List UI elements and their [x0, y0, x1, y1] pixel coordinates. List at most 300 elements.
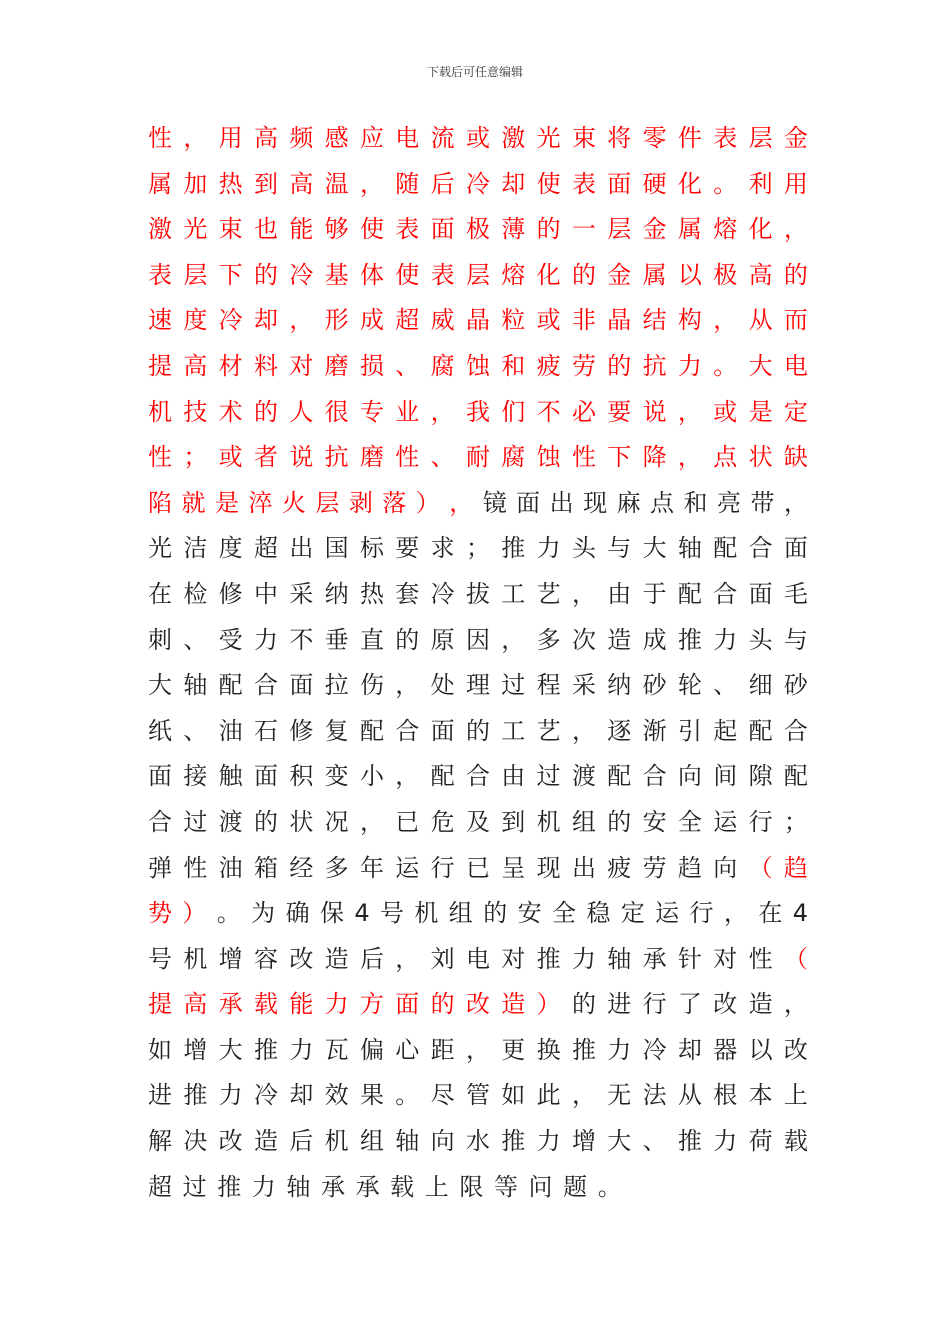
text-char: ，	[571, 1081, 596, 1110]
text-line	[148, 526, 808, 572]
text-char: 对	[289, 351, 314, 380]
text-char: 蚀	[465, 351, 490, 380]
text-line	[148, 1028, 808, 1074]
text-char: 麻	[616, 488, 641, 517]
text-char: 、	[430, 443, 455, 472]
text-char: （	[783, 944, 808, 973]
text-char: 无	[607, 1081, 632, 1110]
text-char: 到	[501, 807, 526, 836]
text-char: 度	[183, 306, 208, 335]
text-char: 金	[607, 260, 632, 289]
text-char: 合	[713, 579, 738, 608]
text-line	[148, 435, 808, 481]
text-char: 由	[607, 579, 632, 608]
text-char: 管	[465, 1081, 490, 1110]
text-char: 限	[459, 1172, 484, 1201]
text-char: 结	[642, 306, 667, 335]
text-char: ，	[465, 1035, 490, 1064]
text-char: 的	[253, 260, 278, 289]
text-line	[148, 207, 808, 253]
text-char: 高	[183, 351, 208, 380]
text-char: 机	[324, 1127, 349, 1156]
text-char: 层	[748, 124, 773, 152]
text-char: 术	[218, 397, 243, 426]
text-line	[148, 572, 808, 618]
text-char: 大	[748, 351, 773, 380]
text-char: 换	[536, 1035, 561, 1064]
text-char: 。	[216, 899, 241, 928]
text-char: 蚀	[536, 443, 561, 472]
text-char: 面	[783, 534, 808, 563]
text-char: 的	[483, 899, 508, 928]
text-line	[148, 1119, 808, 1165]
text-char: 。	[597, 1172, 622, 1201]
text-char: 下	[218, 260, 243, 289]
text-char: 磨	[359, 443, 384, 472]
text-char: 采	[289, 579, 314, 608]
text-char: 、	[183, 716, 208, 745]
text-char: 高	[748, 260, 773, 289]
text-char: ，	[289, 306, 314, 335]
text-char: 经	[289, 853, 314, 882]
text-char: 的	[465, 716, 490, 745]
text-char: 偏	[359, 1035, 384, 1064]
text-char: 出	[289, 534, 314, 563]
text-char: 用	[218, 124, 243, 152]
text-char: 容	[253, 944, 278, 973]
text-char: 、	[713, 671, 738, 700]
text-char: 缺	[783, 443, 808, 472]
text-char: 。	[395, 1081, 420, 1110]
text-char: 淬	[248, 488, 273, 517]
text-line	[148, 481, 808, 527]
text-char: 。	[713, 351, 738, 380]
text-char: 冷	[289, 260, 314, 289]
text-char: 头	[748, 625, 773, 654]
text-char: 轮	[677, 671, 702, 700]
text-char: 随	[395, 169, 420, 198]
text-char: 石	[253, 716, 278, 745]
text-char: 改	[713, 990, 738, 1019]
text-char: 化	[536, 260, 561, 289]
text-char: ，	[359, 807, 384, 836]
text-char: 改	[783, 1035, 808, 1064]
text-char: 造	[253, 1127, 278, 1156]
text-char: 决	[183, 1127, 208, 1156]
text-char: 也	[253, 215, 278, 244]
text-char: 直	[359, 625, 384, 654]
text-char: 轴	[677, 534, 702, 563]
text-char: 等	[493, 1172, 518, 1201]
text-char: 变	[324, 762, 349, 791]
text-char: 表	[713, 124, 738, 152]
text-char: 频	[289, 124, 314, 152]
text-char: 要	[395, 534, 420, 563]
text-char: 小	[359, 762, 384, 791]
text-char: 推	[677, 1127, 702, 1156]
text-char: 够	[324, 215, 349, 244]
text-char: 电	[395, 124, 420, 152]
text-char: 艺	[536, 579, 561, 608]
text-char: 层	[607, 215, 632, 244]
text-char: 层	[315, 488, 340, 517]
text-char: 而	[783, 306, 808, 335]
text-line	[148, 390, 808, 436]
text-char: 下	[607, 443, 632, 472]
text-char: 已	[395, 807, 420, 836]
text-char: 面	[395, 990, 420, 1019]
text-char: 题	[563, 1172, 588, 1201]
text-char: 磨	[324, 351, 349, 380]
text-char: 的	[607, 807, 632, 836]
text-char: 要	[607, 397, 632, 426]
text-char: 说	[642, 397, 667, 426]
text-char: 修	[218, 579, 243, 608]
text-char: 过	[182, 1172, 207, 1201]
text-char: 光	[536, 124, 561, 152]
text-char: 后	[430, 169, 455, 198]
text-char: 力	[289, 1035, 314, 1064]
text-char: 修	[289, 716, 314, 745]
text-char: 伤	[359, 671, 384, 700]
text-char: 层	[465, 260, 490, 289]
text-char: 热	[218, 169, 243, 198]
text-char: 况	[324, 807, 349, 836]
text-char: 工	[501, 716, 526, 745]
text-char: 轴	[607, 944, 632, 973]
text-char: 抗	[324, 443, 349, 472]
text-char: 渡	[571, 762, 596, 791]
text-char: 因	[465, 625, 490, 654]
text-char: 与	[783, 625, 808, 654]
text-char: 劳	[571, 351, 596, 380]
text-char: 对	[713, 944, 738, 973]
text-char: 安	[642, 807, 667, 836]
text-char: 配	[359, 716, 384, 745]
text-char: 表	[430, 260, 455, 289]
text-char: 检	[183, 579, 208, 608]
text-char: 安	[517, 899, 542, 928]
text-char: 推	[183, 1081, 208, 1110]
text-char: 程	[536, 671, 561, 700]
text-char: 针	[677, 944, 702, 973]
text-char: 水	[465, 1127, 490, 1156]
text-char: 弹	[148, 853, 172, 882]
text-char: 砂	[642, 671, 667, 700]
text-char: 基	[324, 260, 349, 289]
text-char: 大	[642, 534, 667, 563]
text-char: 或	[536, 306, 561, 335]
text-line	[148, 891, 808, 937]
text-char: 合	[395, 716, 420, 745]
text-char: 用	[783, 169, 808, 198]
text-char: 面	[607, 169, 632, 198]
text-char: 或	[465, 124, 490, 152]
text-char: 配	[748, 716, 773, 745]
text-char: 载	[390, 1172, 415, 1201]
text-char: 中	[253, 579, 278, 608]
text-char: 趋	[783, 853, 808, 882]
text-char: 效	[324, 1081, 349, 1110]
text-char: 亮	[716, 488, 741, 517]
text-char: 承	[320, 1172, 345, 1201]
text-char: 过	[183, 807, 208, 836]
text-line	[148, 846, 808, 892]
text-char: 很	[324, 397, 349, 426]
text-char: 进	[607, 990, 632, 1019]
text-char: 逐	[607, 716, 632, 745]
text-char: 光	[148, 534, 172, 563]
text-char: 对	[501, 944, 526, 973]
text-char: 化	[748, 215, 773, 244]
text-line	[148, 800, 808, 846]
text-char: 层	[183, 260, 208, 289]
text-char: 。	[713, 169, 738, 198]
text-char: 向	[713, 853, 738, 882]
text-char: 油	[218, 853, 243, 882]
text-char: 、	[395, 351, 420, 380]
text-char: 超	[253, 534, 278, 563]
text-char: 陷	[148, 488, 172, 517]
text-char: 如	[148, 1035, 172, 1064]
text-char: 力	[677, 351, 702, 380]
text-char: 推	[571, 1035, 596, 1064]
text-char: 属	[642, 260, 667, 289]
text-char: 距	[430, 1035, 455, 1064]
text-char: 间	[713, 762, 738, 791]
text-char: 、	[642, 1127, 667, 1156]
text-char: 方	[359, 990, 384, 1019]
text-char: 件	[677, 124, 702, 152]
text-char: 积	[289, 762, 314, 791]
text-char: 能	[289, 990, 314, 1019]
text-char: ，	[395, 762, 420, 791]
text-char: 拉	[324, 671, 349, 700]
text-char: ，	[395, 944, 420, 973]
text-char: 行	[689, 899, 714, 928]
text-char: 的	[536, 215, 561, 244]
text-char: 将	[607, 124, 632, 152]
text-char: 稳	[586, 899, 611, 928]
text-char: 性	[148, 443, 172, 472]
text-char: ）	[536, 990, 561, 1019]
text-char: 荷	[748, 1127, 773, 1156]
text-char: 配	[218, 671, 243, 700]
text-char: 器	[713, 1035, 738, 1064]
text-char: ，	[430, 397, 455, 426]
text-char: 是	[748, 397, 773, 426]
text-char: 使	[536, 169, 561, 198]
text-char: 过	[501, 671, 526, 700]
text-char: 势	[148, 899, 172, 928]
text-char: 配	[677, 579, 702, 608]
text-char: 化	[677, 169, 702, 198]
text-char: 轴	[395, 1127, 420, 1156]
text-char: 机	[536, 807, 561, 836]
text-char: 落	[382, 488, 407, 517]
text-char: 造	[607, 625, 632, 654]
text-line	[148, 1165, 808, 1211]
text-char: 危	[430, 807, 455, 836]
text-char: 力	[571, 944, 596, 973]
text-line	[148, 663, 808, 709]
text-char: 机	[183, 944, 208, 973]
text-char: 或	[713, 397, 738, 426]
text-char: 造	[501, 990, 526, 1019]
text-char: ，	[571, 716, 596, 745]
text-char: 力	[713, 625, 738, 654]
text-char: 是	[214, 488, 239, 517]
text-char: 度	[218, 534, 243, 563]
text-char: 面	[516, 488, 541, 517]
text-line	[148, 253, 808, 299]
text-char: 由	[501, 762, 526, 791]
text-char: 应	[359, 124, 384, 152]
text-char: 的	[253, 807, 278, 836]
text-char: 力	[536, 1127, 561, 1156]
text-char: 解	[148, 1127, 172, 1156]
text-char: 轴	[183, 671, 208, 700]
text-char: 年	[359, 853, 384, 882]
text-char: 工	[501, 579, 526, 608]
text-char: 定	[620, 899, 645, 928]
text-char: 带	[750, 488, 775, 517]
text-char: 表	[148, 260, 172, 289]
text-char: 接	[183, 762, 208, 791]
text-char: 从	[677, 1081, 702, 1110]
text-char: 者	[253, 443, 278, 472]
text-char: 威	[430, 306, 455, 335]
text-char: 力	[536, 534, 561, 563]
text-char: 技	[183, 397, 208, 426]
text-char: 性	[183, 853, 208, 882]
text-char: 全	[551, 899, 576, 928]
text-char: 大	[607, 1127, 632, 1156]
text-char: ，	[183, 124, 208, 152]
text-char: 感	[324, 124, 349, 152]
text-char: 们	[501, 397, 526, 426]
text-char: 、	[183, 625, 208, 654]
text-char: ，	[501, 625, 526, 654]
text-char: 冷	[218, 306, 243, 335]
text-char: ）	[182, 899, 207, 928]
text-line	[148, 162, 808, 208]
text-char: 向	[677, 762, 702, 791]
text-char: 更	[501, 1035, 526, 1064]
text-char: 轴	[286, 1172, 311, 1201]
text-char: 箱	[253, 853, 278, 882]
text-char: 过	[536, 762, 561, 791]
text-char: 确	[285, 899, 310, 928]
text-char: 出	[549, 488, 574, 517]
text-char: 增	[218, 944, 243, 973]
text-char: 却	[677, 1035, 702, 1064]
text-char: 国	[324, 534, 349, 563]
text-char: 推	[501, 1127, 526, 1156]
text-char: 向	[430, 1127, 455, 1156]
text-line	[148, 116, 808, 162]
text-char: 起	[713, 716, 738, 745]
text-char: 提	[148, 351, 172, 380]
text-char: 使	[395, 260, 420, 289]
text-char: 火	[281, 488, 306, 517]
text-char: 法	[642, 1081, 667, 1110]
text-char: 力	[324, 990, 349, 1019]
text-char: 温	[324, 169, 349, 198]
text-char: 后	[289, 1127, 314, 1156]
text-char: 就	[181, 488, 206, 517]
text-char: 的	[253, 397, 278, 426]
text-char: 加	[183, 169, 208, 198]
text-char: 力	[251, 1172, 276, 1201]
text-char: 根	[713, 1081, 738, 1110]
text-char: 合	[465, 762, 490, 791]
text-char: 性	[395, 443, 420, 472]
text-char: 性	[571, 443, 596, 472]
text-char: 剥	[348, 488, 373, 517]
text-char: 热	[359, 579, 384, 608]
text-line	[148, 937, 808, 983]
text-char: 说	[289, 443, 314, 472]
text-char: 的	[607, 351, 632, 380]
text-char: 耐	[465, 443, 490, 472]
text-char: 载	[783, 1127, 808, 1156]
text-char: 尽	[430, 1081, 455, 1110]
text-char: 面	[253, 762, 278, 791]
text-char: 运	[655, 899, 680, 928]
text-char: 套	[395, 579, 420, 608]
text-char: 增	[183, 1035, 208, 1064]
text-char: 呈	[501, 853, 526, 882]
text-char: 心	[395, 1035, 420, 1064]
text-char: 面	[748, 579, 773, 608]
text-char: 上	[783, 1081, 808, 1110]
text-char: 在	[148, 579, 172, 608]
text-char: 渡	[218, 807, 243, 836]
text-char: 金	[642, 215, 667, 244]
text-char: 激	[501, 124, 526, 152]
text-line	[148, 754, 808, 800]
text-char: 点	[713, 443, 738, 472]
text-char: 采	[571, 671, 596, 700]
text-char: 造	[324, 944, 349, 973]
text-char: 熔	[713, 215, 738, 244]
text-char: 薄	[501, 215, 526, 244]
text-char: 激	[148, 215, 172, 244]
text-char: 理	[465, 671, 490, 700]
text-char: 刘	[430, 944, 455, 973]
text-char: 体	[359, 260, 384, 289]
text-char: 全	[677, 807, 702, 836]
text-char: 人	[289, 397, 314, 426]
text-char: 不	[536, 397, 561, 426]
text-char: 损	[359, 351, 384, 380]
text-char: 从	[748, 306, 773, 335]
text-char: 使	[359, 215, 384, 244]
text-char: ，	[677, 443, 702, 472]
text-char: 降	[642, 443, 667, 472]
document-body	[148, 116, 808, 1210]
text-char: 光	[183, 215, 208, 244]
text-char: 粒	[501, 306, 526, 335]
text-char: 冷	[465, 169, 490, 198]
text-char: 的	[395, 625, 420, 654]
text-char: 行	[748, 807, 773, 836]
text-char: 高	[289, 169, 314, 198]
text-char: ；	[465, 534, 490, 563]
text-char: 多	[536, 625, 561, 654]
text-char: 头	[571, 534, 596, 563]
